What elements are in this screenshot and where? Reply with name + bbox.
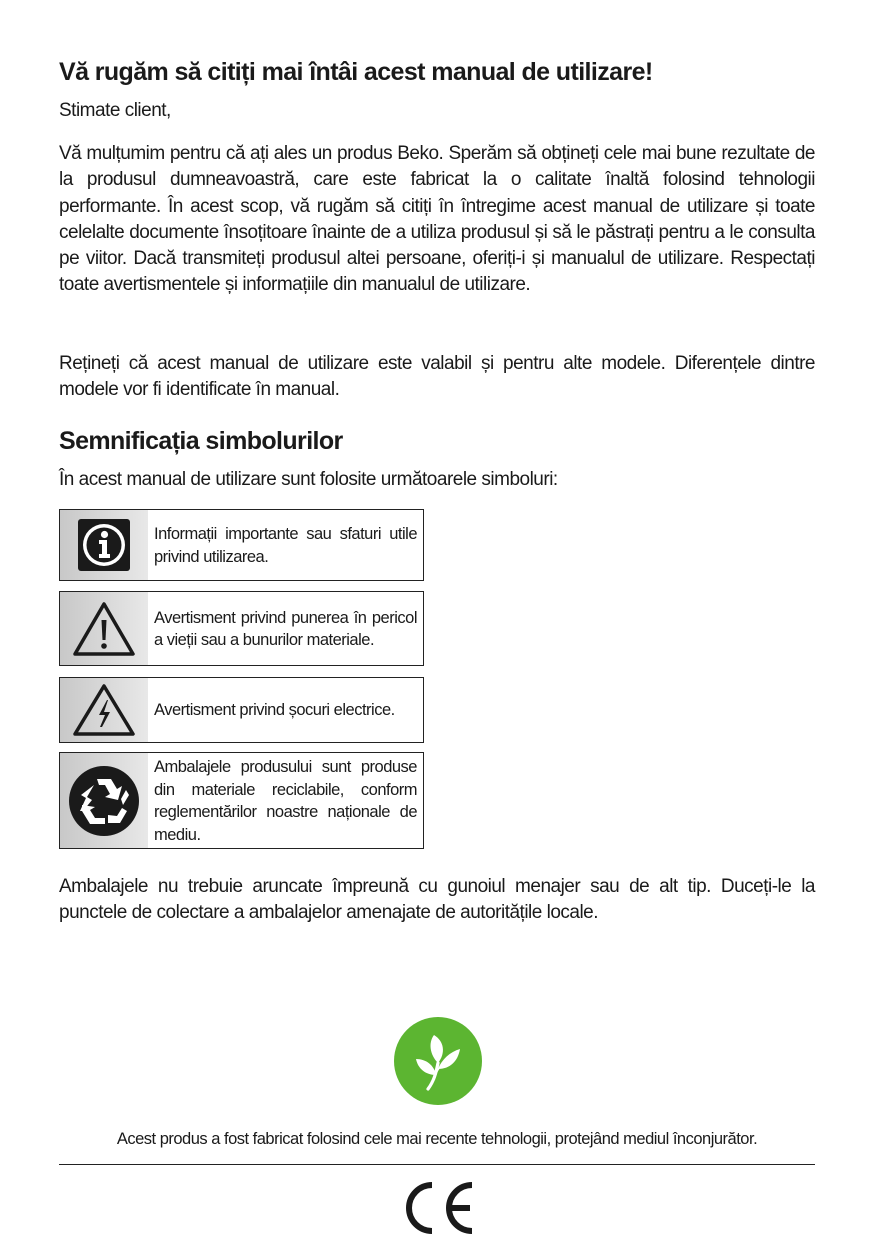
symbols-heading: Semnificația simbolurilor (59, 427, 343, 455)
intro-paragraph: Vă mulțumim pentru că ați ales un produs Beko. Sperăm să obțineți cele mai bune rezultate de la produsul dumneavoastră, care este fabricat la o calitate înaltă folosind tehnologii performante. În acest scop, vă rugăm să citiți în întregime acest manual de utilizare și toate celelalte documente însoțitoare înainte de a utiliza produsul și să le păstrați pentru a le consulta pe viitor. Dacă transmiteți produsul altei persoane, oferiți-i și manualul de utilizare. Respectați toate avertismentele și informațiile din manualul de utilizare. (59, 143, 815, 296)
symbol-box-recycle (59, 752, 424, 849)
recycle-icon (68, 765, 140, 837)
symbol-text-warning: Avertisment privind punerea în pericol a vieții sau a bunurilor materiale. (154, 608, 417, 649)
symbol-box-info (59, 509, 424, 581)
eco-footer-note: Acest produs a fost fabricat folosind cele mai recente tehnologii, protejând mediul înconjurător. (116, 1130, 758, 1148)
packaging-paragraph: Ambalajele nu trebuie aruncate împreună cu gunoiul menajer sau de alt tip. Duceți-le la punctele de colectare a ambalajelor amenajate de autoritățile locale. (59, 876, 815, 924)
symbol-text-recycle: Ambalajele produsului sunt produse din materiale reciclabile, conform reglementărilor noastre naționale de mediu. (154, 758, 417, 844)
symbol-text-info: Informații importante sau sfaturi utile privind utilizarea. (154, 525, 417, 566)
eco-leaf-icon (394, 1017, 482, 1105)
symbol-box-warning (59, 591, 424, 666)
greeting: Stimate client, (59, 100, 171, 121)
page-title: Vă rugăm să citiți mai întâi acest manual de utilizare! (59, 58, 653, 86)
symbol-box-electric (59, 677, 424, 743)
ce-mark-icon (398, 1181, 476, 1235)
symbol-text-electric: Avertisment privind șocuri electrice. (154, 701, 395, 720)
symbols-intro: În acest manual de utilizare sunt folosite următoarele simboluri: (59, 469, 558, 490)
models-note-paragraph: Rețineți că acest manual de utilizare este valabil și pentru alte modele. Diferențele dintre modele vor fi identificate în manual. (59, 353, 815, 401)
info-icon (77, 518, 131, 572)
electric-shock-icon (72, 683, 136, 737)
footer-divider (59, 1164, 815, 1165)
warning-icon (72, 601, 136, 657)
